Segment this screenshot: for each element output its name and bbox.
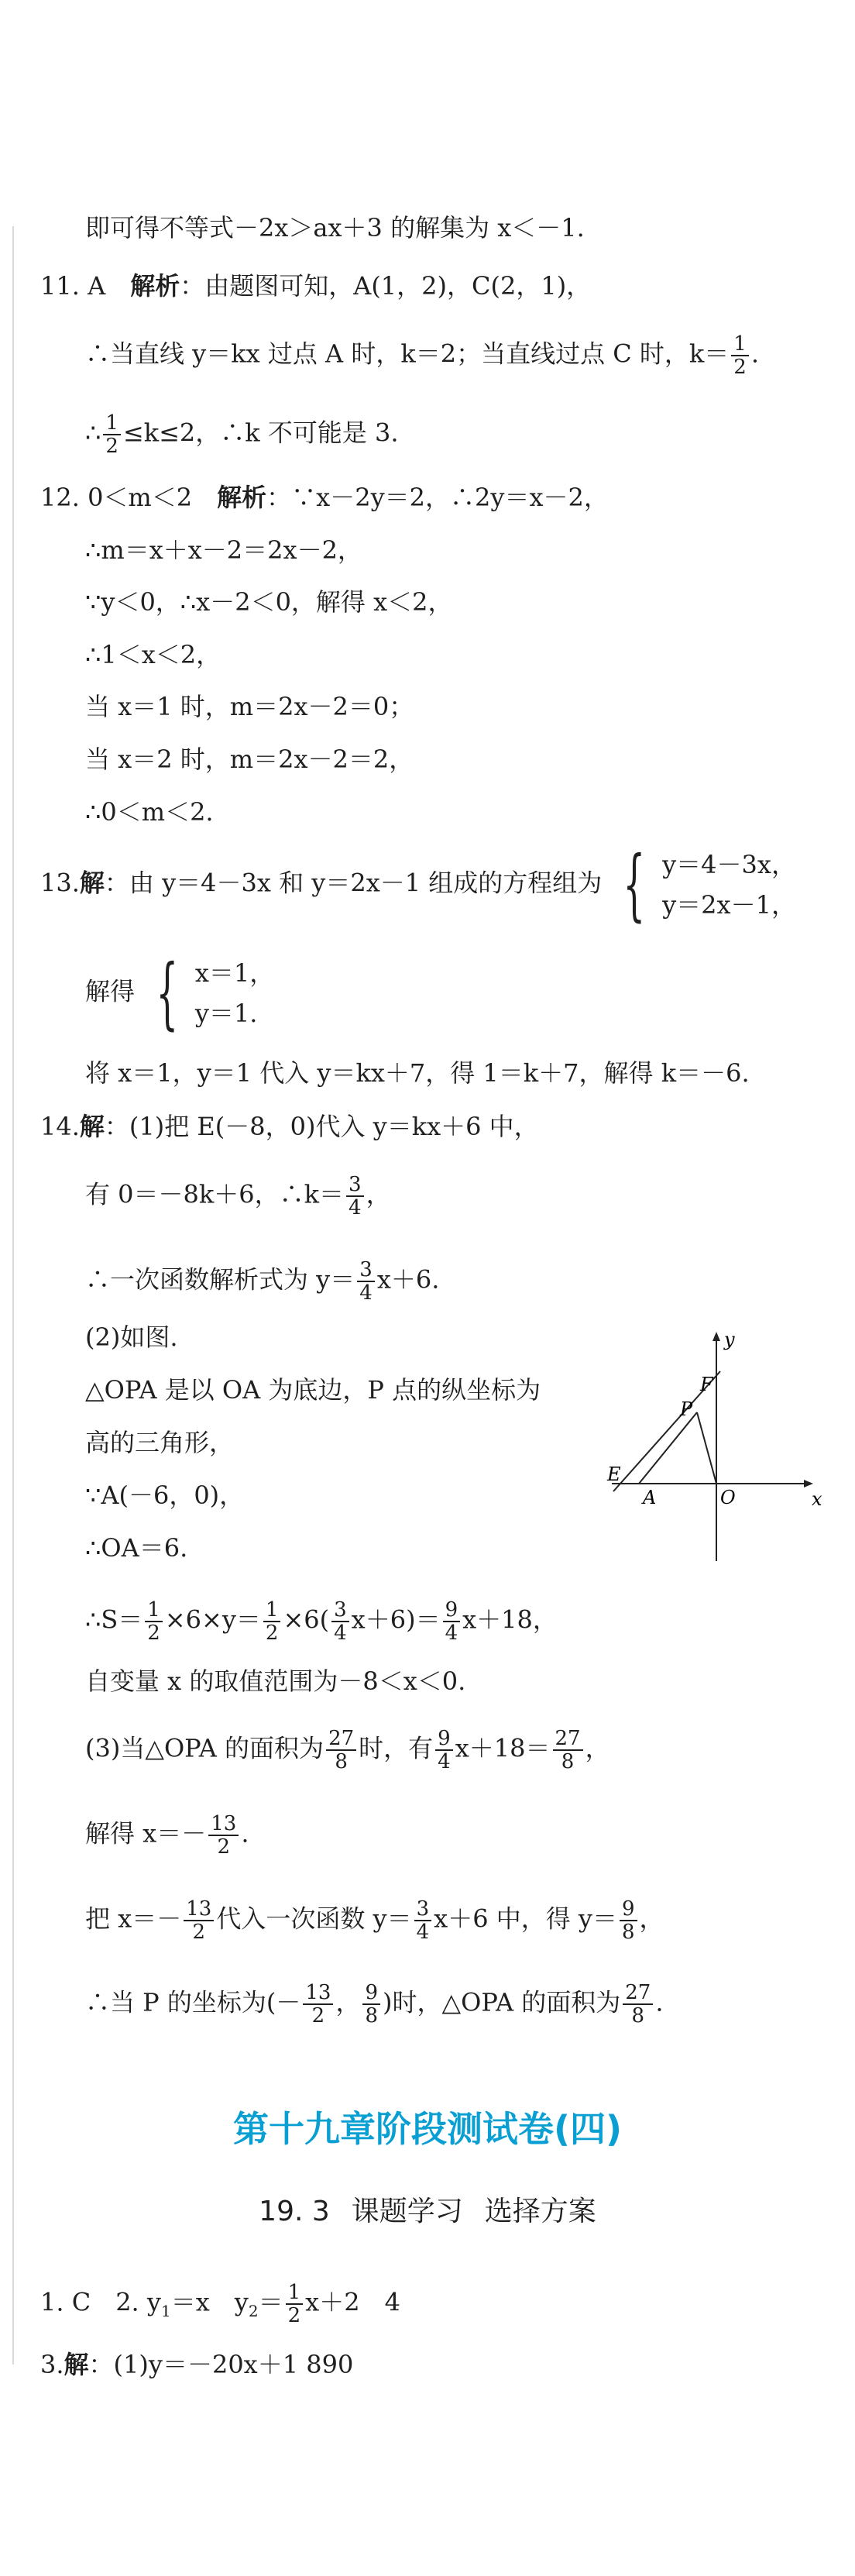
- origin-label: O: [720, 1487, 736, 1508]
- text-line: ∴1＜x＜2，: [85, 640, 221, 669]
- point-a-label: A: [643, 1487, 657, 1508]
- equation-system: { y＝4－3x， y＝2x－1，: [623, 839, 796, 930]
- fraction: $\frac{13}{2}$: [184, 1898, 214, 1943]
- text-line: ∴m＝x＋x－2＝2x－2，: [85, 535, 362, 565]
- question-12: 12. 0＜m＜2 解析：∵x－2y＝2，∴2y＝x－2，: [40, 483, 609, 512]
- fraction: $\frac{1}{2}$: [731, 333, 749, 378]
- fraction: $\frac{3}{4}$: [331, 1599, 349, 1644]
- left-margin-rule: [12, 226, 14, 2364]
- text-line: ∵A(－6，0)，: [85, 1481, 245, 1510]
- fraction: $\frac{3}{4}$: [414, 1898, 432, 1943]
- text-line: ∴S＝ $\frac{1}{2}$ ×6×y＝ $\frac{1}{2}$ ×6( $\frac{3}{4}$ x＋6)＝ $\frac{9}{4}$ x＋18，: [85, 1598, 558, 1645]
- fraction: $\frac{13}{2}$: [208, 1813, 239, 1858]
- text-line: 把 x＝－ $\frac{13}{2}$ 代入一次函数 y＝ $\frac{3}{4}$ x＋6 中，得 y＝ $\frac{9}{8}$ ，: [85, 1897, 664, 1944]
- section-subtitle: 19. 3 课题学习 选择方案: [259, 2196, 596, 2227]
- answers-1-2: 1. C 2. $y_1=x$ $y_2=$ $\frac{1}{2}$ x＋2 4: [40, 2281, 400, 2327]
- fraction: $\frac{13}{2}$: [303, 1982, 333, 2027]
- text-line: ∴OA＝6.: [85, 1533, 188, 1563]
- solution-system: { x＝1， y＝1.: [156, 948, 275, 1038]
- text-line: △OPA 是以 OA 为底边，P 点的纵坐标为: [85, 1375, 541, 1405]
- fraction: $\frac{1}{2}$: [263, 1599, 281, 1644]
- text-line: ∴0＜m＜2.: [85, 797, 214, 827]
- fraction: $\frac{3}{4}$: [357, 1259, 375, 1304]
- text-line: 当 x＝1 时，m＝2x－2＝0；: [85, 692, 414, 721]
- answer-3: 3.解：(1)y＝－20x＋1 890: [40, 2350, 354, 2379]
- text-line: 即可得不等式－2x＞ax＋3 的解集为 x＜－1.: [85, 213, 585, 242]
- text-line: ∵y＜0，∴x－2＜0，解得 x＜2，: [85, 587, 453, 617]
- point-f-label: F: [700, 1374, 713, 1395]
- y-axis-label: y: [724, 1329, 735, 1350]
- text-line: ∴一次函数解析式为 y＝ $\frac{3}{4}$ x＋6.: [85, 1258, 440, 1305]
- fraction: $\frac{1}{2}$: [145, 1599, 163, 1644]
- function-graph: [596, 1329, 829, 1569]
- fraction: $\frac{27}{8}$: [326, 1728, 356, 1773]
- point-p-label: P: [680, 1398, 693, 1420]
- question-14: 14.解：(1)把 E(－8，0)代入 y＝kx＋6 中，: [40, 1112, 539, 1141]
- text-line: 自变量 x 的取值范围为－8＜x＜0.: [85, 1666, 466, 1696]
- text-line: 解得 { x＝1， y＝1.: [85, 948, 275, 1038]
- fraction: $\frac{9}{8}$: [620, 1898, 637, 1943]
- text-line: 高的三角形，: [85, 1428, 235, 1457]
- fraction: $\frac{1}{2}$: [103, 412, 121, 457]
- fraction: $\frac{27}{8}$: [553, 1728, 583, 1773]
- question-11: 11. A 解析：由题图可知，A(1，2)，C(2，1)，: [40, 271, 592, 301]
- text-line: (2)如图.: [85, 1322, 178, 1352]
- fraction: $\frac{9}{4}$: [443, 1599, 461, 1644]
- text-line: ∴ $\frac{1}{2}$ ≤k≤2，∴k 不可能是 3.: [85, 411, 399, 458]
- text-line: 有 0＝－8k＋6，∴k＝ $\frac{3}{4}$ ，: [85, 1173, 391, 1219]
- text-line: ∴当直线 y＝kx 过点 A 时，k＝2；当直线过点 C 时，k＝ $\frac{1}{2}$ .: [85, 332, 760, 379]
- point-e-label: E: [607, 1463, 621, 1485]
- fraction: $\frac{1}{2}$: [286, 2282, 304, 2327]
- question-13: 13.解：由 y＝4－3x 和 y＝2x－1 组成的方程组为 { y＝4－3x， y＝2x－1，: [40, 839, 796, 930]
- text-line: (3)当△OPA 的面积为 $\frac{27}{8}$ 时，有 $\frac{9}{4}$ x＋18＝ $\frac{27}{8}$ ，: [85, 1727, 610, 1773]
- text-line: 解得 x＝－ $\frac{13}{2}$ .: [85, 1812, 249, 1859]
- fraction: $\frac{27}{8}$: [623, 1982, 653, 2027]
- fraction: $\frac{9}{8}$: [362, 1982, 380, 2027]
- text-line: 当 x＝2 时，m＝2x－2＝2，: [85, 745, 414, 774]
- text-line: 将 x＝1，y＝1 代入 y＝kx＋7，得 1＝k＋7，解得 k＝－6.: [85, 1058, 750, 1088]
- fraction: $\frac{3}{4}$: [346, 1174, 364, 1219]
- fraction: $\frac{9}{4}$: [435, 1728, 453, 1773]
- x-axis-label: x: [812, 1488, 822, 1510]
- section-title: 第十九章阶段测试卷(四): [232, 2108, 623, 2150]
- text-line: ∴当 P 的坐标为(－ $\frac{13}{2}$ ， $\frac{9}{8}$ )时，△OPA 的面积为 $\frac{27}{8}$ .: [85, 1981, 664, 2027]
